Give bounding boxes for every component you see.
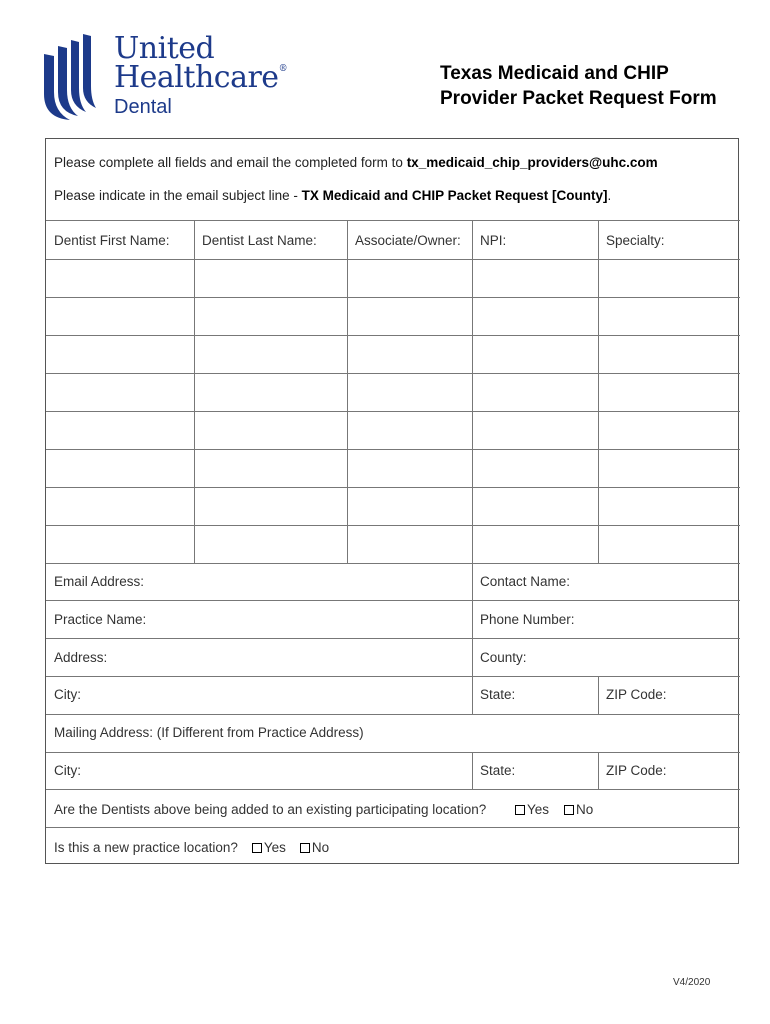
city-field[interactable]: City: (54, 687, 81, 702)
column-divider (472, 220, 473, 563)
checkbox-icon[interactable] (515, 805, 525, 815)
header-associate-owner: Associate/Owner: (355, 233, 461, 248)
version-label: V4/2020 (673, 977, 711, 988)
logo-wordmark (114, 31, 288, 118)
zip-code-field[interactable]: ZIP Code: (606, 687, 667, 702)
checkbox-icon[interactable] (252, 843, 262, 853)
divider (46, 752, 740, 753)
instruction-email: Please complete all fields and email the completed form to tx_medicaid_chip_providers@uhc.com (54, 155, 658, 170)
column-divider (598, 752, 599, 789)
county-field[interactable]: County: (480, 650, 527, 665)
practice-name-field[interactable]: Practice Name: (54, 612, 147, 627)
existing-location-no-option[interactable]: No (564, 802, 593, 817)
mailing-zip-code-field[interactable]: ZIP Code: (606, 763, 667, 778)
mailing-state-field[interactable]: State: (480, 763, 516, 778)
submit-email-address: tx_medicaid_chip_providers@uhc.com (406, 155, 658, 170)
header-specialty: Specialty: (606, 233, 665, 248)
divider (46, 373, 740, 374)
divider (46, 525, 740, 526)
header-npi: NPI: (480, 233, 507, 248)
column-divider (472, 563, 473, 714)
address-field[interactable]: Address: (54, 650, 108, 665)
divider (46, 600, 740, 601)
divider (46, 714, 740, 715)
form-title-line1: Texas Medicaid and CHIP (440, 63, 669, 84)
checkbox-icon[interactable] (564, 805, 574, 815)
header-dentist-first-name: Dentist First Name: (54, 233, 170, 248)
new-practice-yes-option[interactable]: Yes (252, 840, 286, 855)
checkbox-icon[interactable] (300, 843, 310, 853)
divider (46, 638, 740, 639)
divider (46, 676, 740, 677)
new-practice-question: Is this a new practice location? Yes No (54, 840, 330, 855)
contact-name-field[interactable]: Contact Name: (480, 574, 571, 589)
column-divider (194, 220, 195, 563)
logo-dental: Dental (114, 96, 172, 118)
phone-number-field[interactable]: Phone Number: (480, 612, 575, 627)
request-form (45, 138, 739, 864)
existing-location-yes-option[interactable]: Yes (515, 802, 549, 817)
form-title-line2: Provider Packet Request Form (440, 88, 717, 109)
divider (46, 487, 740, 488)
form-title (440, 61, 717, 111)
subject-line: TX Medicaid and CHIP Packet Request [County] (301, 188, 608, 203)
divider (46, 259, 740, 260)
divider (46, 297, 740, 298)
divider (46, 827, 740, 828)
divider (46, 335, 740, 336)
email-address-field[interactable]: Email Address: (54, 574, 145, 589)
uhc-arcs-logo-icon (40, 32, 102, 124)
logo-united: United (114, 31, 215, 66)
column-divider (472, 752, 473, 789)
existing-location-question: Are the Dentists above being added to an existing participating location? (54, 802, 487, 817)
divider (46, 220, 740, 221)
instruction-subject: Please indicate in the email subject line - TX Medicaid and CHIP Packet Request [County]. (54, 188, 612, 203)
logo-healthcare: Healthcare® (114, 60, 288, 95)
column-divider (598, 676, 599, 714)
column-divider (598, 220, 599, 563)
state-field[interactable]: State: (480, 687, 516, 702)
mailing-city-field[interactable]: City: (54, 763, 81, 778)
new-practice-no-option[interactable]: No (300, 840, 329, 855)
divider (46, 789, 740, 790)
unitedhealthcare-dental-logo (40, 31, 288, 124)
divider (46, 563, 740, 564)
divider (46, 449, 740, 450)
mailing-address-field[interactable]: Mailing Address: (If Different from Practice Address) (54, 725, 364, 740)
divider (46, 411, 740, 412)
header-dentist-last-name: Dentist Last Name: (202, 233, 317, 248)
column-divider (347, 220, 348, 563)
